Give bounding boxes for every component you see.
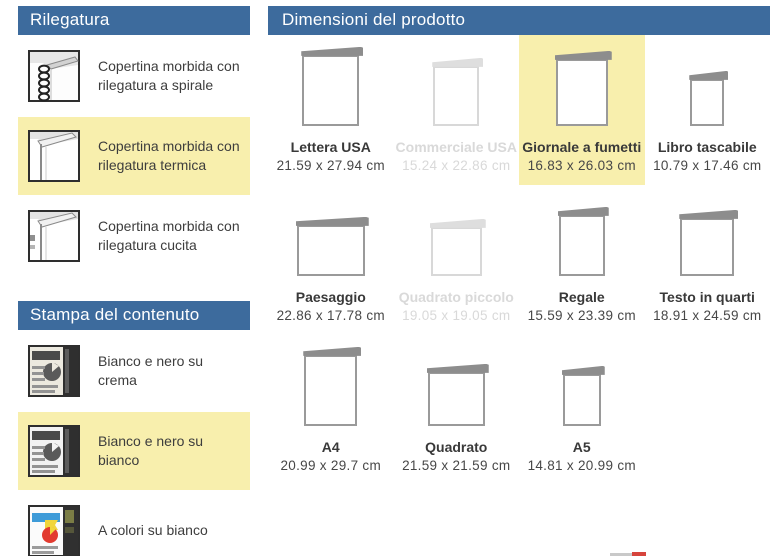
size-option-a4[interactable]: A4 20.99 x 29.7 cm — [268, 335, 394, 485]
size-option-libro-tascabile[interactable]: Libro tascabile 10.79 x 17.46 cm — [645, 35, 771, 185]
size-option-quadrato[interactable]: Quadrato 21.59 x 21.59 cm — [394, 335, 520, 485]
size-grid — [268, 35, 770, 485]
print-option-label: Bianco e nero su crema — [98, 352, 204, 388]
product-dimensions-title: Dimensioni del prodotto — [268, 6, 770, 35]
page-bottom-cutoff-artifact — [610, 552, 650, 556]
print-option-bn-crema[interactable] — [18, 332, 250, 410]
print-option-label: A colori su bianco — [98, 522, 208, 539]
book-square-icon — [431, 227, 482, 276]
empty-grid-cell — [645, 335, 771, 485]
book-portrait-icon — [563, 374, 601, 426]
binding-option-termica[interactable] — [18, 117, 250, 195]
book-square-icon — [428, 372, 485, 426]
book-landscape-icon — [297, 225, 365, 276]
binding-option-label: Copertina morbida con rilegatura a spirale — [98, 57, 240, 93]
size-option-a5[interactable]: A5 14.81 x 20.99 cm — [519, 335, 645, 485]
book-portrait-icon — [304, 355, 357, 426]
size-option-regale[interactable]: Regale 15.59 x 23.39 cm — [519, 185, 645, 335]
size-option-paesaggio[interactable]: Paesaggio 22.86 x 17.78 cm — [268, 185, 394, 335]
book-portrait-icon — [302, 55, 359, 126]
product-dimensions-panel — [268, 6, 770, 485]
content-print-section-title: Stampa del contenuto — [18, 301, 250, 330]
size-option-giornale-a-fumetti[interactable]: Giornale a fumetti 16.83 x 26.03 cm — [519, 35, 645, 185]
binding-section — [18, 6, 250, 275]
content-print-section — [18, 301, 250, 556]
color-on-white-icon — [28, 505, 80, 556]
binding-option-spirale[interactable] — [18, 37, 250, 115]
bw-on-white-icon — [28, 425, 80, 477]
print-option-colori-bianco[interactable] — [18, 492, 250, 556]
print-option-bn-bianco[interactable] — [18, 412, 250, 490]
print-option-label: Bianco e nero su bianco — [98, 432, 204, 468]
thermal-binding-icon — [28, 130, 80, 182]
book-portrait-icon — [559, 215, 605, 276]
binding-option-label: Copertina morbida con rilegatura termica — [98, 137, 240, 173]
size-option-commerciale-usa: Commerciale USA 15.24 x 22.86 cm — [394, 35, 520, 185]
book-portrait-icon — [680, 218, 734, 276]
size-option-quadrato-piccolo: Quadrato piccolo 19.05 x 19.05 cm — [394, 185, 520, 335]
book-portrait-icon — [556, 59, 608, 126]
sidebar — [18, 6, 250, 556]
binding-option-cucita[interactable] — [18, 197, 250, 275]
binding-section-title: Rilegatura — [18, 6, 250, 35]
binding-option-label: Copertina morbida con rilegatura cucita — [98, 217, 240, 253]
book-portrait-icon — [433, 66, 479, 126]
size-option-testo-in-quarti[interactable]: Testo in quarti 18.91 x 24.59 cm — [645, 185, 771, 335]
book-portrait-icon — [690, 79, 724, 126]
spiral-binding-icon — [28, 50, 80, 102]
size-option-lettera-usa[interactable]: Lettera USA 21.59 x 27.94 cm — [268, 35, 394, 185]
sewn-binding-icon — [28, 210, 80, 262]
bw-on-cream-icon — [28, 345, 80, 397]
